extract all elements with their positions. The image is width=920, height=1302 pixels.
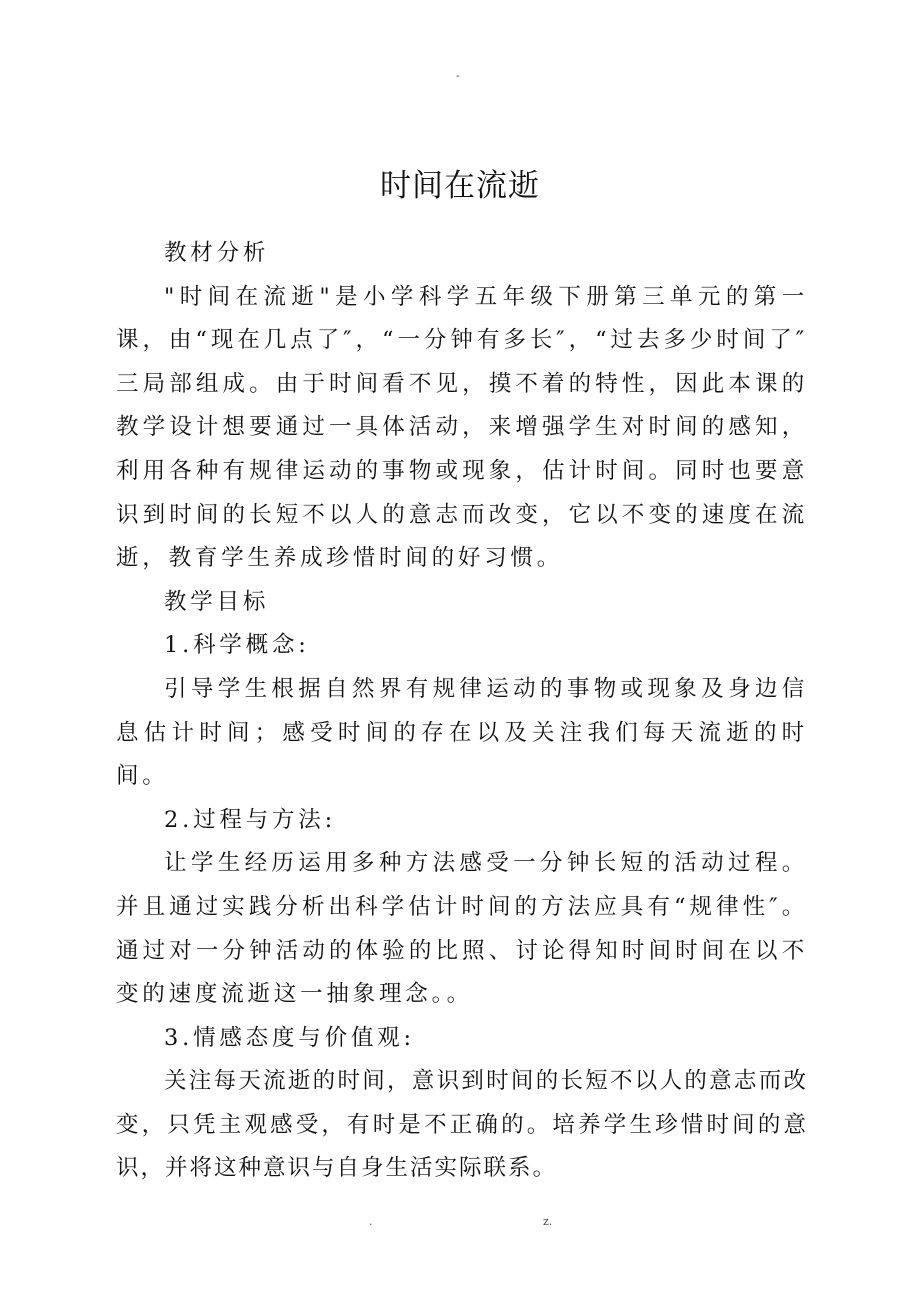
footer-left-mark: . <box>369 1215 373 1228</box>
header-mark: - <box>456 69 460 82</box>
document-title: 时间在流逝 <box>380 168 540 204</box>
goals-heading: 教学目标 <box>164 588 270 615</box>
analysis-paragraph: "时间在流逝"是小学科学五年级下册第三单元的第一课，由“现在几点了″，“一分钟有多长″，“过去多少时间了″三局部组成。由于时间看不见，摸不着的特性，因此本课的教学设计想要通过一具体活动，来增强学生对时间的感知，利用各种有规律运动的事物或现象，估计时间。同时也要意识到时间的长短不以人的意志而改变，它以不变的速度在流逝，教育学生养成珍惜时间的好习惯。 <box>116 283 808 572</box>
goal2-heading: 2.过程与方法: <box>164 806 336 833</box>
goal2-paragraph: 让学生经历运用多种方法感受一分钟长短的活动过程。并且通过实践分析出科学估计时间的方法应具有“规律性″。通过对一分钟活动的体验的比照、讨论得知时间时间在以不变的速度流逝这一抽象理念。。 <box>116 850 808 1008</box>
document-body <box>116 232 808 1191</box>
goal3-heading: 3.情感态度与价值观: <box>164 1024 415 1051</box>
goal1-heading: 1.科学概念: <box>164 632 310 659</box>
goal3-paragraph: 关注每天流逝的时间，意识到时间的长短不以人的意志而改变，只凭主观感受，有时是不正确的。培养学生珍惜时间的意识，并将这种意识与自身生活实际联系。 <box>116 1068 808 1182</box>
footer-right-mark: z. <box>543 1215 553 1228</box>
goal1-paragraph: 引导学生根据自然界有规律运动的事物或现象及身边信息估计时间；感受时间的存在以及关注我们每天流逝的时间。 <box>116 675 808 790</box>
analysis-heading: 教材分析 <box>164 240 270 266</box>
